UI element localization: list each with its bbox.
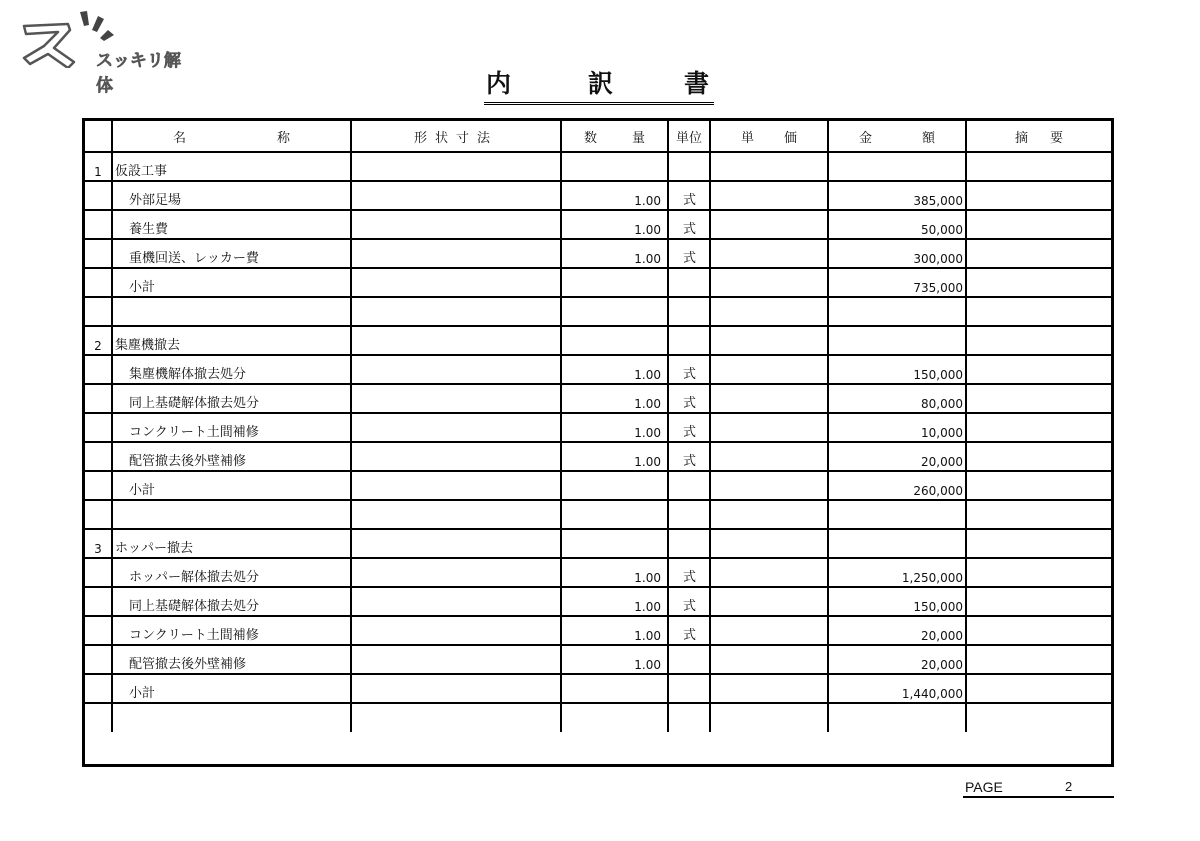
cell-no xyxy=(85,355,112,384)
cell-amount: 300,000 xyxy=(828,239,966,268)
cell-no: 1 xyxy=(85,152,112,181)
cell-remarks xyxy=(966,703,1111,732)
cell-quantity xyxy=(561,268,668,297)
cell-no xyxy=(85,413,112,442)
cell-name: 小計 xyxy=(112,674,351,703)
cell-name: ホッパー撤去 xyxy=(112,529,351,558)
cell-remarks xyxy=(966,558,1111,587)
cell-shape xyxy=(351,616,561,645)
cell-amount xyxy=(828,703,966,732)
cell-amount xyxy=(828,297,966,326)
cell-no: 2 xyxy=(85,326,112,355)
cell-remarks xyxy=(966,674,1111,703)
page-label: PAGE xyxy=(965,779,1003,795)
table-row xyxy=(85,442,1111,471)
cell-unit-price xyxy=(710,587,828,616)
cell-unit-price xyxy=(710,703,828,732)
cell-shape xyxy=(351,355,561,384)
cell-remarks xyxy=(966,355,1111,384)
cell-unit-price xyxy=(710,413,828,442)
cell-no xyxy=(85,268,112,297)
blank-row xyxy=(85,703,1111,732)
header-quantity: 数 量 xyxy=(561,121,668,152)
cell-no xyxy=(85,384,112,413)
cell-remarks xyxy=(966,181,1111,210)
cell-unit: 式 xyxy=(668,181,710,210)
cell-remarks xyxy=(966,210,1111,239)
cell-quantity: 1.00 xyxy=(561,587,668,616)
cell-unit: 式 xyxy=(668,413,710,442)
logo-text: スッキリ解体 xyxy=(96,51,181,96)
cell-remarks xyxy=(966,152,1111,181)
header-remarks: 摘 要 xyxy=(966,121,1111,152)
section-row xyxy=(85,152,1111,181)
cell-no xyxy=(85,645,112,674)
cell-amount: 20,000 xyxy=(828,645,966,674)
cell-name: 養生費 xyxy=(112,210,351,239)
cell-unit xyxy=(668,674,710,703)
cell-unit-price xyxy=(710,500,828,529)
title-char: 内 xyxy=(486,69,512,98)
cell-unit-price xyxy=(710,529,828,558)
cell-shape xyxy=(351,500,561,529)
cell-shape xyxy=(351,645,561,674)
cell-shape xyxy=(351,181,561,210)
table-row xyxy=(85,587,1111,616)
cell-unit xyxy=(668,297,710,326)
cell-remarks xyxy=(966,413,1111,442)
blank-row xyxy=(85,500,1111,529)
cell-unit xyxy=(668,152,710,181)
header-unit-price: 単 価 xyxy=(710,121,828,152)
section-row xyxy=(85,529,1111,558)
cell-no xyxy=(85,587,112,616)
document-title xyxy=(484,68,714,105)
cell-unit-price xyxy=(710,268,828,297)
cell-remarks xyxy=(966,384,1111,413)
cell-quantity xyxy=(561,529,668,558)
subtotal-row xyxy=(85,471,1111,500)
section-row xyxy=(85,326,1111,355)
cell-name xyxy=(112,500,351,529)
cell-shape xyxy=(351,703,561,732)
cell-no xyxy=(85,297,112,326)
cell-unit: 式 xyxy=(668,616,710,645)
cell-name: 小計 xyxy=(112,471,351,500)
cell-unit xyxy=(668,529,710,558)
brand-logo xyxy=(18,8,188,96)
cell-unit: 式 xyxy=(668,558,710,587)
header-shape: 形状寸法 xyxy=(351,121,561,152)
cell-unit-price xyxy=(710,152,828,181)
cell-remarks xyxy=(966,500,1111,529)
cell-quantity xyxy=(561,297,668,326)
cell-quantity: 1.00 xyxy=(561,355,668,384)
cell-quantity xyxy=(561,674,668,703)
cell-name: 集塵機解体撤去処分 xyxy=(112,355,351,384)
cell-quantity xyxy=(561,152,668,181)
cell-unit-price xyxy=(710,645,828,674)
table-row xyxy=(85,616,1111,645)
cell-remarks xyxy=(966,587,1111,616)
header-no xyxy=(85,121,112,152)
cell-remarks xyxy=(966,239,1111,268)
cell-no xyxy=(85,674,112,703)
cell-unit-price xyxy=(710,326,828,355)
cell-unit-price xyxy=(710,471,828,500)
cell-amount: 385,000 xyxy=(828,181,966,210)
cell-amount: 1,250,000 xyxy=(828,558,966,587)
cell-shape xyxy=(351,413,561,442)
cell-amount: 260,000 xyxy=(828,471,966,500)
cell-unit-price xyxy=(710,558,828,587)
cell-amount: 20,000 xyxy=(828,616,966,645)
cell-remarks xyxy=(966,616,1111,645)
cell-no xyxy=(85,471,112,500)
cell-quantity: 1.00 xyxy=(561,210,668,239)
blank-row xyxy=(85,297,1111,326)
title-char: 書 xyxy=(684,69,710,98)
cell-quantity: 1.00 xyxy=(561,645,668,674)
cell-amount xyxy=(828,152,966,181)
cell-quantity: 1.00 xyxy=(561,384,668,413)
cell-shape xyxy=(351,442,561,471)
table-row xyxy=(85,355,1111,384)
cell-no xyxy=(85,239,112,268)
cell-unit: 式 xyxy=(668,442,710,471)
cell-unit xyxy=(668,500,710,529)
cell-name: 小計 xyxy=(112,268,351,297)
cell-quantity: 1.00 xyxy=(561,413,668,442)
cell-remarks xyxy=(966,297,1111,326)
cell-quantity xyxy=(561,500,668,529)
cell-remarks xyxy=(966,529,1111,558)
cell-no xyxy=(85,616,112,645)
cell-unit-price xyxy=(710,181,828,210)
cell-no xyxy=(85,181,112,210)
cell-name: コンクリート土間補修 xyxy=(112,413,351,442)
cell-shape xyxy=(351,587,561,616)
cell-unit xyxy=(668,703,710,732)
cell-unit: 式 xyxy=(668,239,710,268)
cell-quantity: 1.00 xyxy=(561,558,668,587)
cell-name: 外部足場 xyxy=(112,181,351,210)
cell-remarks xyxy=(966,268,1111,297)
header-name: 名 称 xyxy=(112,121,351,152)
table-row xyxy=(85,181,1111,210)
cell-unit-price xyxy=(710,384,828,413)
cell-amount: 1,440,000 xyxy=(828,674,966,703)
title-char: 訳 xyxy=(588,69,614,98)
page-number: 2 xyxy=(1065,779,1073,794)
cell-shape xyxy=(351,210,561,239)
cell-remarks xyxy=(966,471,1111,500)
table-header-row xyxy=(85,121,1111,152)
table-row xyxy=(85,558,1111,587)
cell-amount xyxy=(828,326,966,355)
subtotal-row xyxy=(85,674,1111,703)
table-body xyxy=(85,152,1111,732)
table-row xyxy=(85,239,1111,268)
cell-name: 同上基礎解体撤去処分 xyxy=(112,587,351,616)
cell-unit-price xyxy=(710,210,828,239)
table-row xyxy=(85,645,1111,674)
cell-unit xyxy=(668,326,710,355)
cell-unit-price xyxy=(710,297,828,326)
cell-quantity: 1.00 xyxy=(561,616,668,645)
cell-unit xyxy=(668,471,710,500)
cell-quantity: 1.00 xyxy=(561,239,668,268)
table-row xyxy=(85,384,1111,413)
cell-no xyxy=(85,703,112,732)
cell-no: 3 xyxy=(85,529,112,558)
cell-quantity xyxy=(561,703,668,732)
cell-name: コンクリート土間補修 xyxy=(112,616,351,645)
cell-shape xyxy=(351,152,561,181)
cell-amount: 735,000 xyxy=(828,268,966,297)
cell-shape xyxy=(351,384,561,413)
cell-remarks xyxy=(966,326,1111,355)
cell-no xyxy=(85,442,112,471)
cell-quantity: 1.00 xyxy=(561,442,668,471)
cell-unit: 式 xyxy=(668,355,710,384)
cell-name xyxy=(112,297,351,326)
table-row xyxy=(85,413,1111,442)
cell-shape xyxy=(351,268,561,297)
cell-no xyxy=(85,500,112,529)
cell-shape xyxy=(351,239,561,268)
cell-shape xyxy=(351,558,561,587)
page-indicator xyxy=(963,778,1114,798)
header-amount: 金 額 xyxy=(828,121,966,152)
cell-name: 集塵機撤去 xyxy=(112,326,351,355)
cell-unit-price xyxy=(710,674,828,703)
cell-unit xyxy=(668,645,710,674)
header-unit: 単位 xyxy=(668,121,710,152)
cell-amount: 20,000 xyxy=(828,442,966,471)
cell-name xyxy=(112,703,351,732)
table-row xyxy=(85,210,1111,239)
cell-unit-price xyxy=(710,442,828,471)
cell-amount: 150,000 xyxy=(828,355,966,384)
cell-shape xyxy=(351,529,561,558)
cell-amount: 80,000 xyxy=(828,384,966,413)
cell-shape xyxy=(351,674,561,703)
cell-remarks xyxy=(966,442,1111,471)
cell-unit: 式 xyxy=(668,587,710,616)
cell-amount xyxy=(828,529,966,558)
cell-name: 重機回送、レッカー費 xyxy=(112,239,351,268)
cell-quantity xyxy=(561,326,668,355)
cell-name: 同上基礎解体撤去処分 xyxy=(112,384,351,413)
cell-no xyxy=(85,558,112,587)
cell-name: ホッパー解体撤去処分 xyxy=(112,558,351,587)
cell-name: 配管撤去後外壁補修 xyxy=(112,645,351,674)
cell-amount xyxy=(828,500,966,529)
subtotal-row xyxy=(85,268,1111,297)
cell-shape xyxy=(351,326,561,355)
cell-shape xyxy=(351,297,561,326)
cell-amount: 50,000 xyxy=(828,210,966,239)
cell-no xyxy=(85,210,112,239)
cell-unit: 式 xyxy=(668,210,710,239)
cell-unit-price xyxy=(710,239,828,268)
cell-unit-price xyxy=(710,355,828,384)
cell-unit xyxy=(668,268,710,297)
cell-unit-price xyxy=(710,616,828,645)
breakdown-table xyxy=(82,118,1114,767)
cell-amount: 10,000 xyxy=(828,413,966,442)
cell-unit: 式 xyxy=(668,384,710,413)
cell-amount: 150,000 xyxy=(828,587,966,616)
cell-shape xyxy=(351,471,561,500)
cell-name: 仮設工事 xyxy=(112,152,351,181)
cell-name: 配管撤去後外壁補修 xyxy=(112,442,351,471)
cell-remarks xyxy=(966,645,1111,674)
cell-quantity: 1.00 xyxy=(561,181,668,210)
cell-quantity xyxy=(561,471,668,500)
